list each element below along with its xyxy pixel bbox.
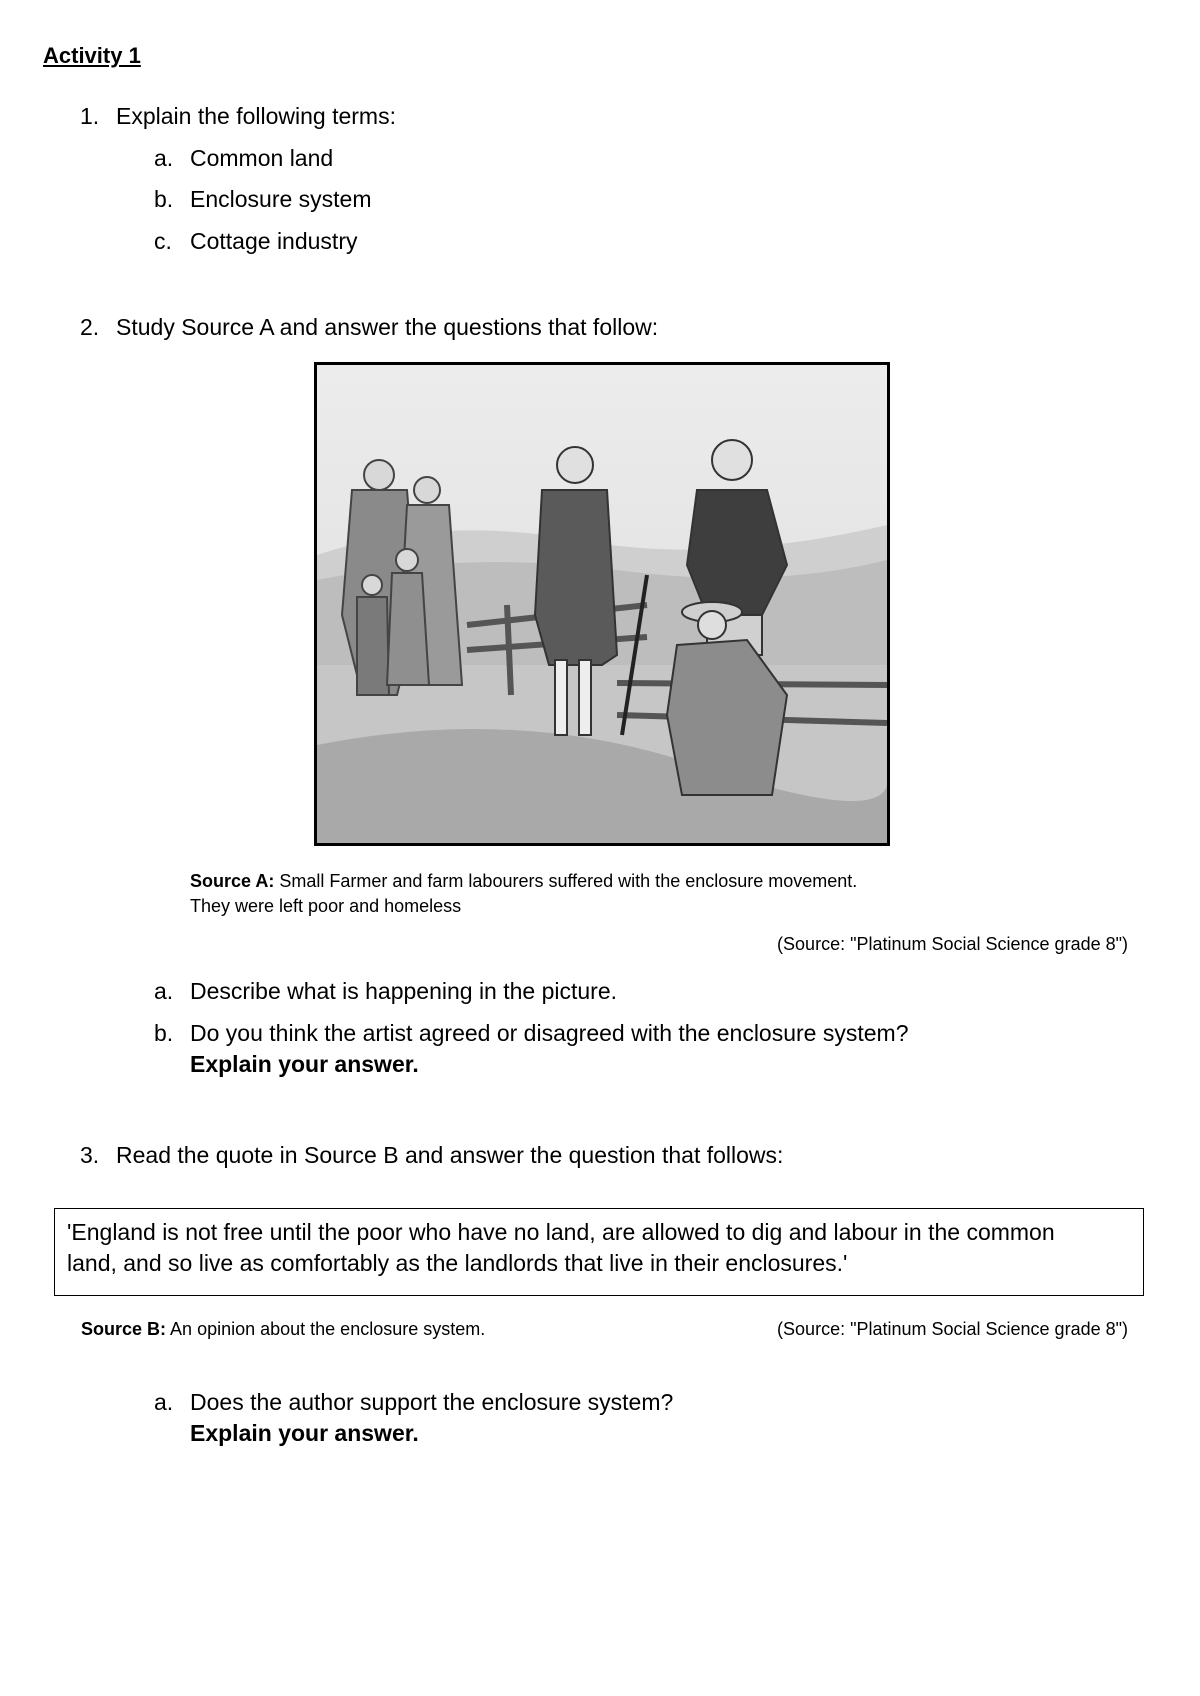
question-3 — [80, 1141, 1080, 1171]
question-text: Read the quote in Source B and answer the question that follows: — [116, 1142, 784, 1168]
list-item — [154, 1387, 1054, 1449]
question-1 — [80, 102, 980, 132]
item-instruction: Explain your answer. — [190, 1051, 419, 1077]
item-letter: a. — [154, 145, 174, 171]
source-b-text: An opinion about the enclosure system. — [170, 1319, 486, 1339]
item-text: Describe what is happening in the picture. — [190, 978, 618, 1004]
caption-label: Source A: — [190, 871, 275, 891]
question-number: 2. — [80, 314, 100, 340]
item-letter: a. — [154, 1389, 174, 1415]
item-text: Common land — [190, 145, 334, 171]
quote-line-1: 'England is not free until the poor who have no land, are allowed to dig and labour in the common — [67, 1219, 1055, 1245]
source-b-caption — [81, 1318, 681, 1340]
question-text: Study Source A and answer the questions that follow: — [116, 314, 659, 340]
item-text: Does the author support the enclosure system? — [190, 1389, 674, 1415]
list-item — [154, 976, 1054, 1006]
item-instruction: Explain your answer. — [190, 1420, 419, 1446]
question-number: 3. — [80, 1142, 100, 1168]
source-a-caption — [190, 869, 1090, 919]
item-text: Cottage industry — [190, 228, 358, 254]
item-letter: b. — [154, 1020, 174, 1046]
list-item — [154, 1018, 1154, 1080]
activity-title: Activity 1 — [43, 43, 141, 68]
caption-line-1: Small Farmer and farm labourers suffered with the enclosure movement. — [279, 871, 858, 891]
caption-line-2: They were left poor and homeless — [190, 896, 462, 916]
question-number: 1. — [80, 103, 100, 129]
list-item — [154, 184, 854, 214]
source-b-label: Source B: — [81, 1319, 167, 1339]
source-b-credit: (Source: "Platinum Social Science grade 8") — [777, 1319, 1128, 1339]
item-letter: c. — [154, 228, 172, 254]
list-item — [154, 226, 854, 256]
item-letter: a. — [154, 978, 174, 1004]
list-item — [154, 143, 854, 173]
quote-line-2: land, and so live as comfortably as the landlords that live in their enclosures.' — [67, 1250, 848, 1276]
source-a-credit: (Source: "Platinum Social Science grade 8") — [777, 934, 1128, 954]
item-text: Do you think the artist agreed or disagreed with the enclosure system? — [190, 1020, 909, 1046]
illustration-farmers-landlords-icon — [317, 365, 887, 843]
item-letter: b. — [154, 186, 174, 212]
source-a-illustration — [314, 362, 890, 846]
question-text: Explain the following terms: — [116, 103, 396, 129]
item-text: Enclosure system — [190, 186, 372, 212]
source-b-quote-box — [54, 1208, 1144, 1296]
question-2 — [80, 313, 1080, 343]
